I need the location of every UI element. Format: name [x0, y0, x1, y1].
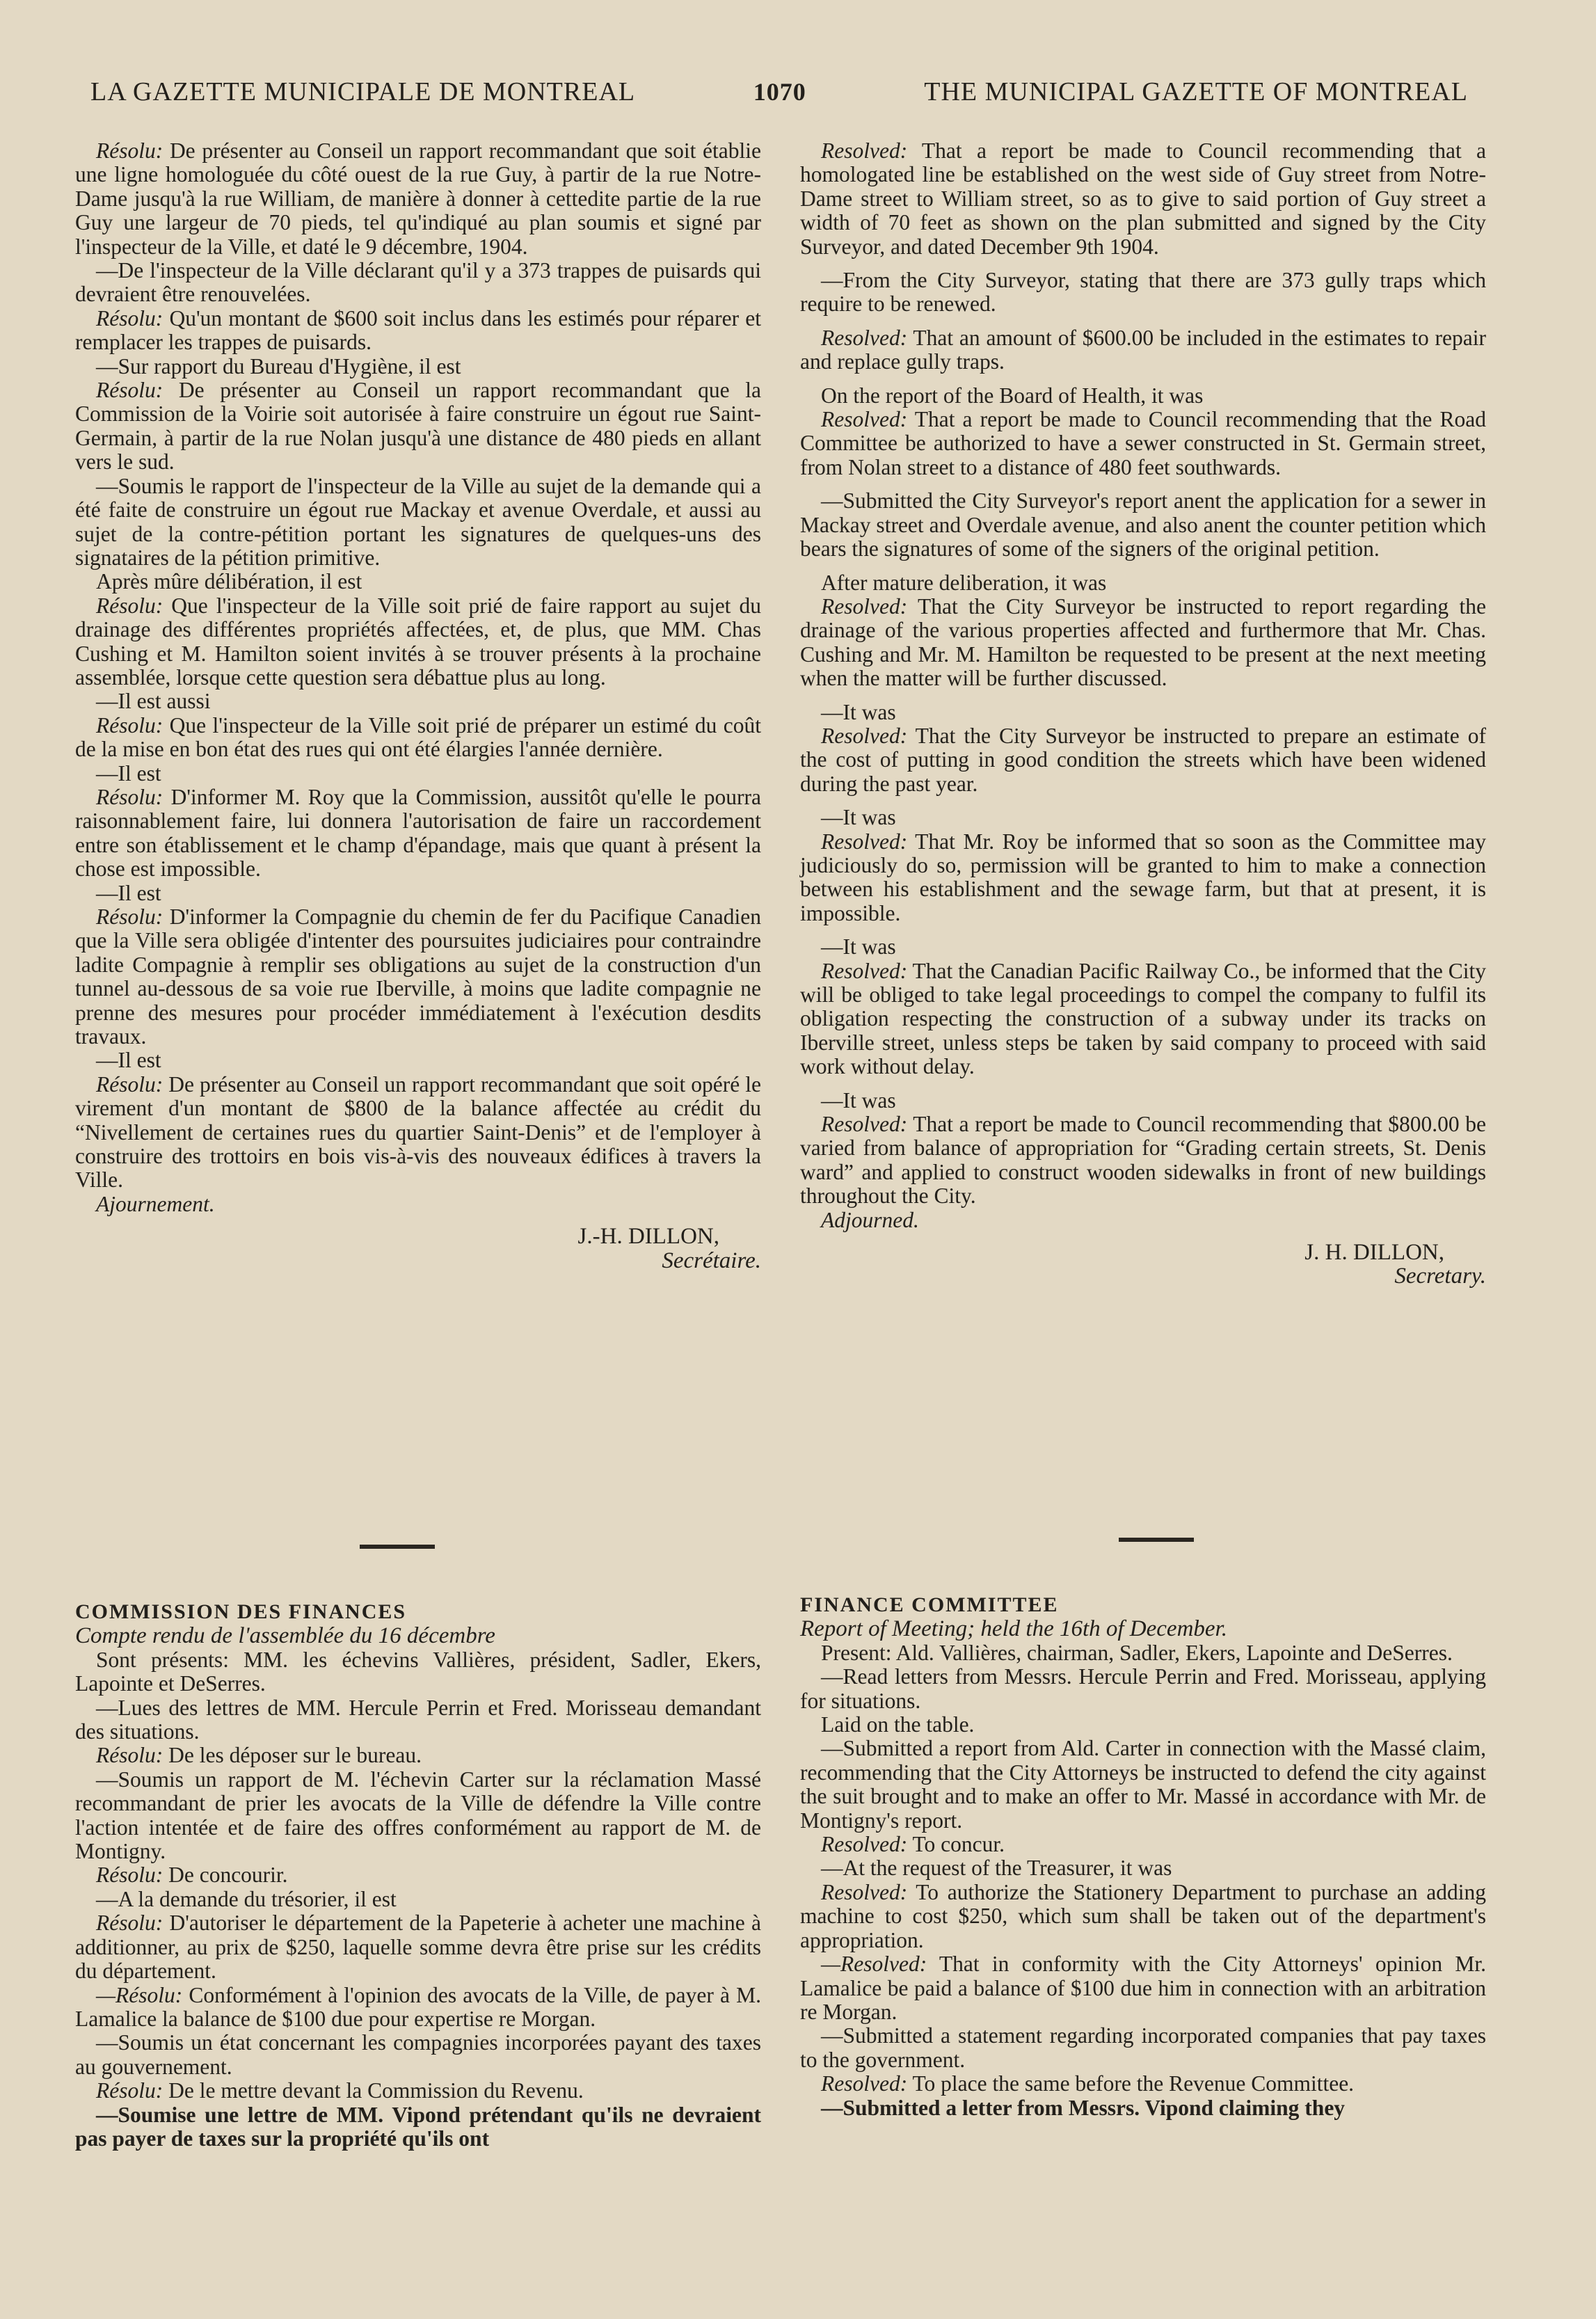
resolution-label: Resolved:	[821, 1112, 908, 1137]
paragraph	[75, 714, 761, 762]
signatory-title: Secrétaire.	[662, 1248, 761, 1273]
paragraph	[75, 2103, 761, 2151]
paragraph	[75, 594, 761, 690]
paragraph-text: De le mettre devant la Commission du Revenu.	[163, 2078, 584, 2103]
paragraph	[75, 2031, 761, 2079]
paragraph-text: D'informer M. Roy que la Commission, aussitôt qu'elle le pourra raisonnablement faire, lui donnera l'autorisation de faire un raccordement entre son établissement et le champ d'épandage, mais que quant à présent la chose est impossible.	[75, 784, 761, 882]
paragraph-text: —Submitted the City Surveyor's report anent the application for a sewer in Mackay street and Overdale avenue, and also anent the counter petition which bears the signatures of some of the signers of the original petition.	[800, 488, 1486, 561]
paragraph-text: —Il est	[96, 880, 161, 905]
paragraph-text: —A la demande du trésorier, il est	[96, 1886, 397, 1911]
paragraph	[75, 690, 761, 713]
section-subtitle: Compte rendu de l'assemblée du 16 décembre	[75, 1623, 495, 1649]
resolution-label: Résolu:	[96, 1071, 163, 1097]
paragraph-text: To authorize the Stationery Department to purchase an adding machine to cost $250, which sum shall be taken out of the department's appropriation.	[800, 1879, 1486, 1952]
page-number: 1070	[753, 78, 806, 106]
resolution-label: Resolved:	[821, 593, 908, 619]
paragraph-text: That an amount of $600.00 be included in the estimates to repair and replace gully traps.	[800, 325, 1486, 374]
paragraph	[75, 1768, 761, 1864]
paragraph	[800, 806, 1486, 829]
paragraph-text: That the City Surveyor be instructed to report regarding the drainage of the various properties affected and furthermore that Mr. Chas. Cushing and Mr. M. Hamilton be requested to be present at the next meeting when the matter will be further discussed.	[800, 593, 1486, 691]
resolution-label: Resolved:	[821, 2071, 908, 2096]
paragraph	[800, 2024, 1486, 2072]
signature-english	[800, 1241, 1486, 1289]
paragraph	[800, 959, 1486, 1079]
paragraph	[75, 570, 761, 593]
resolution-label: Résolu:	[96, 1863, 163, 1888]
finance-french-text	[75, 1648, 761, 2151]
paragraph	[75, 307, 761, 355]
paragraph-text: To concur.	[907, 1832, 1005, 1857]
paragraph	[75, 1049, 761, 1072]
paragraph	[800, 139, 1486, 259]
paragraph-text: Après mûre délibération, il est	[96, 569, 362, 594]
header-title-french: LA GAZETTE MUNICIPALE DE MONTREAL	[90, 77, 636, 106]
paragraph-text: That a report be made to Council recommending that $800.00 be varied from balance of appropriation for “Grading certain streets, St. Denis ward” and applied to construct wooden sidewalks in front of new buildings throughout the City.	[800, 1112, 1486, 1209]
paragraph-text: —Soumis un rapport de M. l'échevin Carter sur la réclamation Massé recommandant de prier les avocats de la Ville de défendre la Ville contre l'action intentée et de faire des offres conformément au rapport de M. de Montigny.	[75, 1767, 761, 1864]
paragraph-text: D'informer la Compagnie du chemin de fer du Pacifique Canadien que la Ville sera obligée d'intenter des poursuites judiciaires pour contraindre ladite Compagnie à remplir ses obligations au sujet de la construction d'un tunnel au-dessous de sa voie rue Iberville, à moins que ladite compagnie ne prenne des mesures pour procéder immédiatement à l'exécution desdits travaux.	[75, 905, 761, 1049]
paragraph	[75, 1744, 761, 1767]
paragraph	[75, 259, 761, 307]
paragraph-text: Que l'inspecteur de la Ville soit prié de faire rapport au sujet du drainage des différentes propriétés affectées, et, de plus, que MM. Chas Cushing et M. Hamilton soient invités à se trouver présents à la prochaine assemblée, lorsque cette question sera débattue plus au long.	[75, 593, 761, 690]
paragraph-text: —Il est aussi	[96, 689, 211, 714]
section-title: FINANCE COMMITTEE	[800, 1593, 1059, 1616]
signatory-name: J. H. DILLON,	[1304, 1240, 1444, 1266]
paragraph	[75, 1984, 761, 2032]
paragraph-text: —It was	[821, 1087, 896, 1113]
paragraph-text: —Soumis le rapport de l'inspecteur de la Ville au sujet de la demande qui a été faite de construire un égout rue Mackay et avenue Overdale, et aussi au sujet de la contre-pétition portant les signatures de quelques-uns des signataires de la pétition primitive.	[75, 473, 761, 570]
resolution-label: Résolu:	[96, 784, 163, 809]
paragraph	[75, 762, 761, 786]
paragraph	[800, 701, 1486, 724]
paragraph	[800, 1833, 1486, 1856]
paragraph-text: —Sur rapport du Bureau d'Hygiène, il est	[96, 353, 461, 378]
resolution-label: Resolved:	[821, 325, 908, 350]
paragraph	[800, 1713, 1486, 1737]
paragraph	[75, 475, 761, 571]
paragraph-text: That the Canadian Pacific Railway Co., be informed that the City will be obliged to take legal proceedings to compel the company to fulfil its obligation respecting the construction of a subway under its tracks on Iberville street, unless steps be taken by said company to proceed with said work without delay.	[800, 958, 1486, 1079]
column-finance-english	[800, 1593, 1486, 2120]
paragraph-text: —Submitted a report from Ald. Carter in connection with the Massé claim, recommending that the City Attorneys be instructed to defend the city against the suit brought and to make an offer to Mr. Massé in accordance with Mr. de Montigny's report.	[800, 1736, 1486, 1833]
paragraph	[800, 384, 1486, 408]
resolution-label: Résolu:	[96, 1911, 163, 1936]
header-title-english: THE MUNICIPAL GAZETTE OF MONTREAL	[924, 77, 1468, 106]
paragraph-text: Present: Ald. Vallières, chairman, Sadler, Ekers, Lapointe and DeSerres.	[821, 1640, 1453, 1665]
paragraph	[800, 1089, 1486, 1113]
resolution-label: —Resolved:	[821, 1952, 927, 1977]
paragraph	[800, 2072, 1486, 2096]
paragraph-text: —It was	[821, 934, 896, 959]
paragraph	[75, 882, 761, 905]
paragraph	[800, 1952, 1486, 2024]
finance-english-text	[800, 1641, 1486, 2120]
paragraph-text: Laid on the table.	[821, 1712, 975, 1737]
resolution-label: Resolved:	[821, 723, 908, 748]
paragraph	[75, 2079, 761, 2103]
paragraph	[75, 1648, 761, 1696]
resolution-label: Resolved:	[821, 958, 908, 983]
section-divider	[1119, 1538, 1194, 1542]
paragraph	[800, 489, 1486, 561]
resolution-label: —Résolu:	[96, 1982, 183, 2007]
signature-french	[75, 1225, 761, 1273]
resolution-label: Résolu:	[96, 593, 163, 618]
paragraph-text: That Mr. Roy be informed that so soon as the Committee may judiciously do so, permission will be granted to him to make a connection between his establishment and the sewage farm, but that at present, it is impossible.	[800, 829, 1486, 925]
paragraph	[800, 935, 1486, 959]
page-header	[90, 77, 1468, 118]
paragraph	[800, 1737, 1486, 1833]
resolution-label: Résolu:	[96, 1743, 163, 1768]
resolution-label: Résolu:	[96, 305, 163, 330]
paragraph-text: —From the City Surveyor, stating that there are 373 gully traps which require to be renewed.	[800, 268, 1486, 317]
paragraph	[75, 139, 761, 259]
paragraph-text: Qu'un montant de $600 soit inclus dans les estimés pour réparer et remplacer les trappes de puisards.	[75, 305, 761, 355]
paragraph	[800, 1856, 1486, 1880]
paragraph-text: That a report be made to Council recommending that a homologated line be established on the west side of Guy street from Notre-Dame street to William street, so as to give to said portion of Guy street a width of 70 feet as shown on the plan submitted and signed by the City Surveyor, and dated December 9th 1904.	[800, 138, 1486, 259]
paragraph-text: De présenter au Conseil un rapport recommandant que soit opéré le virement d'un montant de $800 de la balance affectée au crédit du “Nivellement de certaines rues du quartier Saint-Denis” et de l'employer à construire des trottoirs en bois vis-à-vis des nouveaux édifices à travers la Ville.	[75, 1071, 761, 1193]
paragraph	[75, 1193, 761, 1216]
paragraph-text: D'autoriser le département de la Papeterie à acheter une machine à additionner, au prix de $250, laquelle somme devra être prise sur les crédits du département.	[75, 1911, 761, 1984]
paragraph-text: —Soumise une lettre de MM. Vipond prétendant qu'ils ne devraient pas payer de taxes sur la propriété qu'ils ont	[75, 2102, 761, 2151]
section-title: COMMISSION DES FINANCES	[75, 1600, 407, 1623]
paragraph	[75, 1863, 761, 1887]
paragraph-text: —Il est	[96, 1048, 161, 1073]
resolution-label: Adjourned.	[821, 1207, 919, 1232]
signatory-title: Secretary.	[1394, 1264, 1486, 1289]
paragraph-text: —It was	[821, 805, 896, 830]
paragraph-text: —Read letters from Messrs. Hercule Perrin and Fred. Morisseau, applying for situations.	[800, 1664, 1486, 1713]
paragraph-text: —Il est	[96, 760, 161, 786]
paragraph-text: De les déposer sur le bureau.	[163, 1743, 422, 1768]
paragraph-text: —Lues des lettres de MM. Hercule Perrin et Fred. Morisseau demandant des situations.	[75, 1695, 761, 1744]
column-english-minutes	[800, 139, 1486, 1289]
paragraph	[800, 830, 1486, 926]
paragraph	[800, 269, 1486, 317]
resolution-label: Résolu:	[96, 712, 163, 738]
paragraph	[75, 1911, 761, 1983]
resolution-label: Resolved:	[821, 829, 908, 854]
paragraph	[75, 355, 761, 378]
paragraph-text: —Submitted a letter from Messrs. Vipond claiming they	[821, 2095, 1346, 2120]
paragraph-text: Conformément à l'opinion des avocats de la Ville, de payer à M. Lamalice la balance de $100 due pour expertise re Morgan.	[75, 1982, 761, 2031]
resolution-label: Resolved:	[821, 1832, 908, 1857]
resolution-label: Résolu:	[96, 378, 163, 403]
resolution-label: Résolu:	[96, 905, 163, 929]
paragraph	[800, 595, 1486, 691]
paragraph-text: —Submitted a statement regarding incorporated companies that pay taxes to the government.	[800, 2023, 1486, 2072]
paragraph	[800, 1209, 1486, 1232]
column-french-minutes	[75, 139, 761, 1273]
french-minutes-text	[75, 139, 761, 1216]
paragraph	[800, 326, 1486, 374]
paragraph	[75, 1888, 761, 1911]
paragraph	[800, 1113, 1486, 1209]
paragraph	[800, 1881, 1486, 1952]
resolution-label: Resolved:	[821, 407, 908, 432]
paragraph-text: De présenter au Conseil un rapport recommandant que la Commission de la Voirie soit autorisée à faire construire un égout rue Saint-Germain, à partir de la rue Nolan jusqu'à une distance de 480 pieds en allant vers le sud.	[75, 378, 761, 475]
paragraph-text: —It was	[821, 699, 896, 724]
paragraph	[75, 378, 761, 475]
column-finance-french	[75, 1600, 761, 2151]
paragraph-text: Que l'inspecteur de la Ville soit prié de préparer un estimé du coût de la mise en bon état des rues qui ont été élargies l'année dernière.	[75, 712, 761, 762]
paragraph-text: —At the request of the Treasurer, it was	[821, 1856, 1172, 1881]
paragraph-text: De présenter au Conseil un rapport recommandant que soit établie une ligne homologuée du côté ouest de la rue Guy, à partir de la rue Notre-Dame jusqu'à la rue William, de manière à donner à cettedite partie de la rue Guy une largeur de 70 pieds, tel qu'indiqué au plan soumis et signé par l'inspecteur de la Ville, et daté le 9 décembre, 1904.	[75, 138, 761, 259]
paragraph-text: To place the same before the Revenue Committee.	[907, 2071, 1355, 2096]
resolution-label: Résolu:	[96, 138, 163, 163]
paragraph	[75, 786, 761, 882]
resolution-label: Resolved:	[821, 138, 908, 163]
paragraph-text: That a report be made to Council recommending that the Road Committee be authorized to have a sewer constructed in St. Germain street, from Nolan street to a distance of 480 feet southwards.	[800, 407, 1486, 479]
resolution-label: Résolu:	[96, 2078, 163, 2103]
paragraph	[800, 2096, 1486, 2120]
signatory-name: J.-H. DILLON,	[577, 1224, 719, 1250]
paragraph	[75, 905, 761, 1049]
paragraph	[800, 408, 1486, 479]
resolution-label: Resolved:	[821, 1879, 908, 1904]
paragraph	[75, 1696, 761, 1744]
paragraph	[800, 1665, 1486, 1713]
resolution-label: Ajournement.	[96, 1191, 215, 1216]
english-minutes-text	[800, 139, 1486, 1232]
section-subtitle: Report of Meeting; held the 16th of December.	[800, 1616, 1227, 1642]
paragraph-text: De concourir.	[163, 1863, 288, 1888]
paragraph-text: That the City Surveyor be instructed to prepare an estimate of the cost of putting in good condition the streets which have been widened during the past year.	[800, 723, 1486, 796]
paragraph	[800, 724, 1486, 796]
paragraph-text: On the report of the Board of Health, it was	[821, 383, 1204, 408]
paragraph-text: After mature deliberation, it was	[821, 570, 1107, 595]
paragraph-text: —Soumis un état concernant les compagnies incorporées payant des taxes au gouvernement.	[75, 2030, 761, 2079]
paragraph-text: —De l'inspecteur de la Ville déclarant qu'il y a 373 trappes de puisards qui devraient être renouvelées.	[75, 258, 761, 307]
paragraph-text: Sont présents: MM. les échevins Vallières, président, Sadler, Ekers, Lapointe et DeSerres.	[75, 1647, 761, 1696]
paragraph-text: That in conformity with the City Attorneys' opinion Mr. Lamalice be paid a balance of $100 due him in connection with an arbitration re Morgan.	[800, 1952, 1486, 2024]
paragraph	[800, 571, 1486, 595]
paragraph	[800, 1641, 1486, 1665]
section-divider	[360, 1545, 435, 1549]
paragraph	[75, 1073, 761, 1193]
